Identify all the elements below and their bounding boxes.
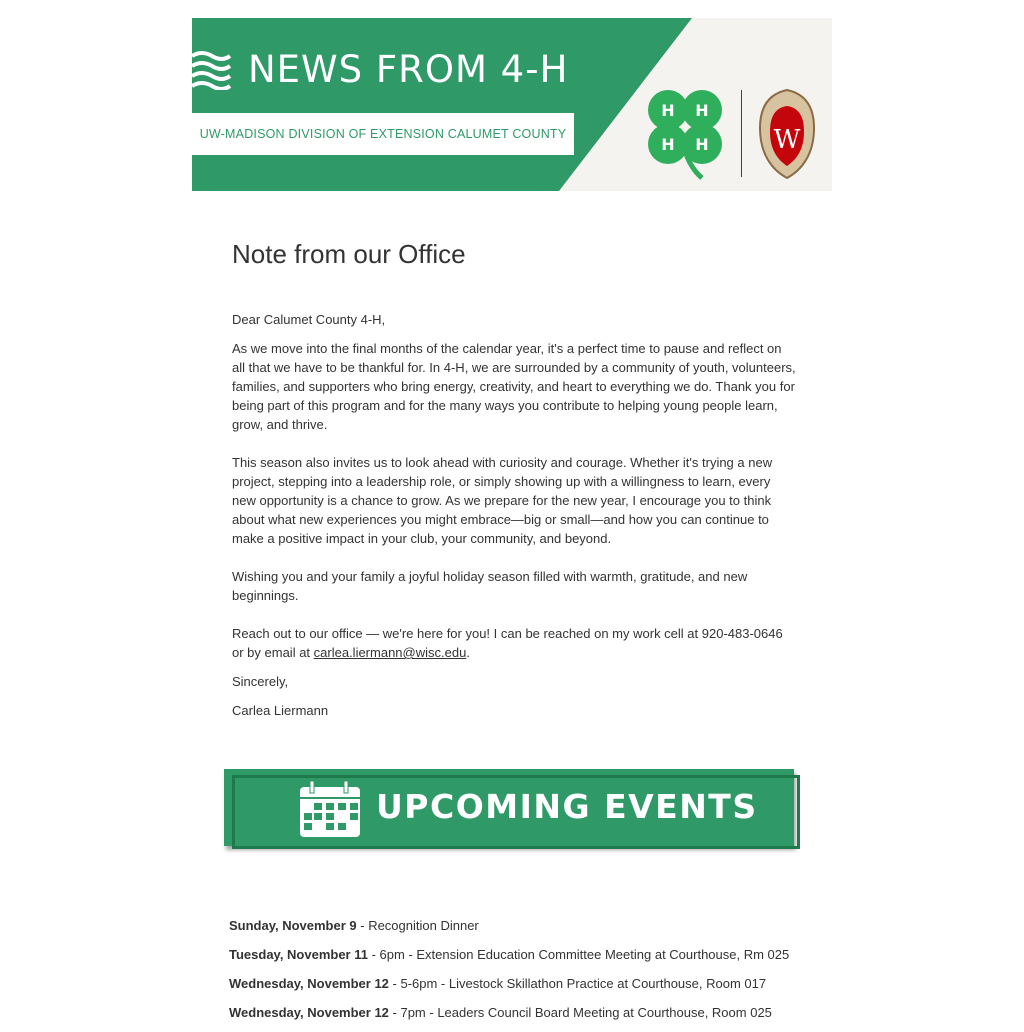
event-item: [229, 974, 789, 993]
period: .: [466, 645, 470, 660]
header-title: NEWS FROM 4-H: [248, 48, 569, 91]
header-subtitle-bar: [192, 113, 574, 155]
closing: Sincerely,: [232, 674, 289, 689]
events-list: [229, 916, 789, 1032]
note-title: Note from our Office: [232, 239, 466, 269]
event-date: Sunday, November 9: [229, 918, 357, 933]
event-detail: - Recognition Dinner: [356, 918, 479, 933]
paragraph-4: Reach out to our office — we're here for you! I can be reached on my work cell at 920-483-0646 or by email at: [232, 626, 783, 660]
greeting: Dear Calumet County 4-H,: [232, 312, 386, 327]
event-detail: - 7pm - Leaders Council Board Meeting at Courthouse, Room 025: [388, 1005, 772, 1020]
note-body: [232, 339, 797, 662]
logo-divider: [741, 90, 742, 177]
4h-clover-logo-icon: [640, 88, 730, 180]
svg-text:H: H: [695, 135, 709, 154]
paragraph-3: Wishing you and your family a joyful holiday season filled with warmth, gratitude, and new beginnings.: [232, 569, 748, 603]
upcoming-events-banner: [224, 769, 804, 855]
event-detail: - 5-6pm - Livestock Skillathon Practice at Courthouse, Room 017: [388, 976, 767, 991]
header-subtitle: UW-MADISON DIVISION OF EXTENSION CALUMET COUNTY: [199, 127, 567, 141]
event-date: Tuesday, November 11: [229, 947, 368, 962]
svg-text:H: H: [695, 101, 709, 120]
svg-text:H: H: [661, 135, 675, 154]
uw-crest-logo-icon: [758, 88, 816, 180]
banner-label: UPCOMING EVENTS: [376, 787, 758, 826]
event-date: Wednesday, November 12: [229, 1005, 389, 1020]
header-green-panel: [192, 18, 832, 191]
note-section: [232, 236, 797, 730]
svg-text:W: W: [773, 125, 801, 155]
paragraph-2: This season also invites us to look ahead with curiosity and courage. Whether it's trying a new project, stepping into a leadership role, or simply showing up with a willingness to learn, every new opportunity is a chance to grow. As we prepare for the new year, I encourage you to think about what new experiences you might embrace—big or small—and how you can continue to make a positive impact in your club, your community, and beyond.: [232, 455, 773, 546]
event-item: [229, 945, 789, 964]
waves-icon: [192, 50, 232, 90]
signature: Carlea Liermann: [232, 703, 329, 718]
event-item: [229, 916, 789, 935]
email-link[interactable]: carlea.liermann@wisc.edu: [313, 645, 467, 660]
event-item: [229, 1003, 789, 1022]
svg-text:H: H: [661, 101, 675, 120]
paragraph-1: As we move into the final months of the calendar year, it's a perfect time to pause and reflect on all that we have to be thankful for. In 4-H, we are surrounded by a community of youth, volunteers, families, and supporters who bring energy, creativity, and heart to everything we do. Thank you for being part of this program and for the many ways you contribute to helping young people learn, grow, and thrive.: [232, 341, 796, 432]
event-date: Wednesday, November 12: [229, 976, 389, 991]
event-detail: - 6pm - Extension Education Committee Meeting at Courthouse, Rm 025: [367, 947, 790, 962]
calendar-icon: [298, 781, 362, 837]
newsletter-header: [192, 18, 832, 191]
